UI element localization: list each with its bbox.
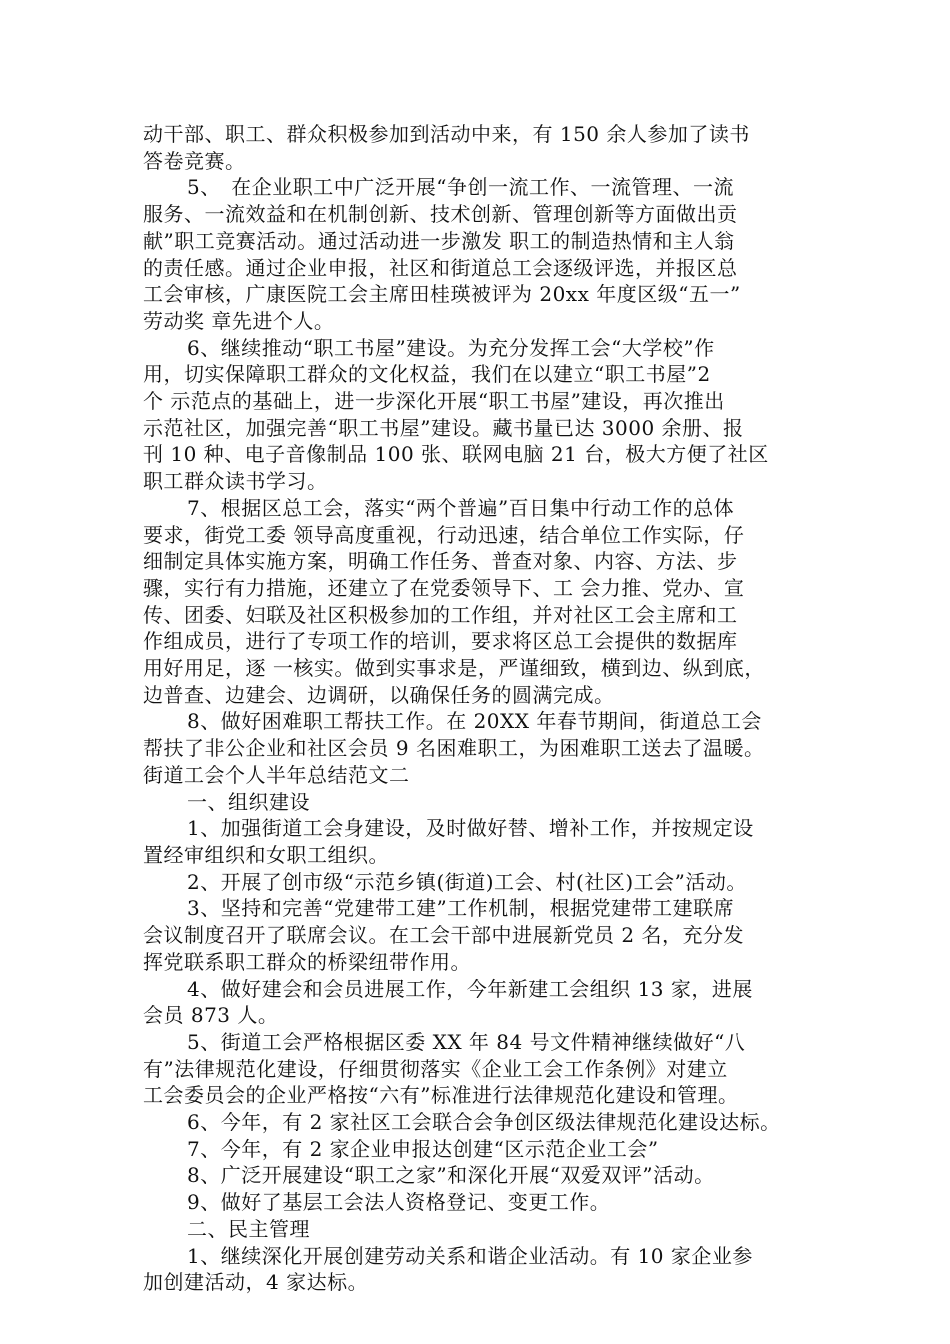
paragraph-13: 7、今年，有 2 家企业申报达创建“区示范企业工会” <box>187 1136 659 1161</box>
heading-democratic-management: 二、民主管理 <box>187 1216 310 1241</box>
section-title: 街道工会个人半年总结范文二 <box>143 762 410 787</box>
paragraph-4: 8、做好困难职工帮扶工作。在 20XX 年春节期间，街道总工会 帮扶了非公企业和社区会员 9 名困难职工，为困难职工送去了温暖。 <box>143 709 765 761</box>
paragraph-1: 5、 在企业职工中广泛开展“争创一流工作、一流管理、一流 服务、一流效益和在机制创新、技术创新、管理创新等方面做出贡 献”职工竞赛活动。通过活动进一步激发 职工的制造热情和主人翁 的责任感。通过企业申报，社区和街道总工会逐级评选，并报区总 工会审核，广康医院工会主席田桂瑛被评为 20xx 年度区级“五一” 劳动奖 章先进个人。 <box>143 175 741 333</box>
paragraph-0: 动干部、职工、群众积极参加到活动中来，有 150 余人参加了读书 答卷竞赛。 <box>143 122 750 173</box>
document-body <box>143 121 823 1296</box>
paragraph-15: 9、做好了基层工会法人资格登记、变更工作。 <box>187 1190 611 1215</box>
heading-organization: 一、组织建设 <box>187 789 310 814</box>
paragraph-11: 5、街道工会严格根据区委 XX 年 84 号文件精神继续做好“八 有”法律规范化建设，仔细贯彻落实《企业工会工作条例》对建立 工会委员会的企业严格按“六有”标准进行法律规范化建设和管理。 <box>143 1029 746 1108</box>
paragraph-17: 1、继续深化开展创建劳动关系和谐企业活动。有 10 家企业参 加创建活动，4 家达标。 <box>143 1243 753 1295</box>
paragraph-2: 6、继续推动“职工书屋”建设。为充分发挥工会“大学校”作 用，切实保障职工群众的文化权益，我们在以建立“职工书屋”2 个 示范点的基础上，进一步深化开展“职工书屋”建设，再次推出 示范社区，加强完善“职工书屋”建设。藏书量已达 3000 余册、报 刊 10 种、电子音像制品 100 张、联网电脑 21 台，极大方便了社区 职工群众读书学习。 <box>143 335 769 494</box>
paragraph-3: 7、根据区总工会，落实“两个普遍”百日集中行动工作的总体 要求，街党工委 领导高度重视，行动迅速，结合单位工作实际，仔 细制定具体实施方案，明确工作任务、普查对象、内容、方法、步 骤，实行有力措施，还建立了在党委领导下、工 会力推、党办、宣 传、团委、妇联及社区积极参加的工作组，并对社区工会主席和工 作组成员，进行了专项工作的培训，要求将区总工会提供的数据库 用好用足，逐 一核实。做到实事求是，严谨细致，横到边、纵到底， 边普查、边建会、边调研，以确保任务的圆满完成。 <box>143 495 765 707</box>
paragraph-7: 1、加强街道工会身建设，及时做好替、增补工作，并按规定设 置经审组织和女职工组织。 <box>143 816 754 867</box>
paragraph-9: 3、坚持和完善“党建带工建”工作机制，根据党建带工建联席 会议制度召开了联席会议。在工会干部中进展新党员 2 名，充分发 挥党联系职工群众的桥梁纽带作用。 <box>143 896 744 974</box>
paragraph-12: 6、今年，有 2 家社区工会联合会争创区级法律规范化建设达标。 <box>187 1110 781 1135</box>
paragraph-10: 4、做好建会和会员进展工作，今年新建工会组织 13 家，进展 会员 873 人。 <box>143 976 753 1028</box>
paragraph-8: 2、开展了创市级“示范乡镇(街道)工会、村(社区)工会”活动。 <box>187 869 747 894</box>
paragraph-14: 8、广泛开展建设“职工之家”和深化开展“双爱双评”活动。 <box>187 1163 715 1188</box>
